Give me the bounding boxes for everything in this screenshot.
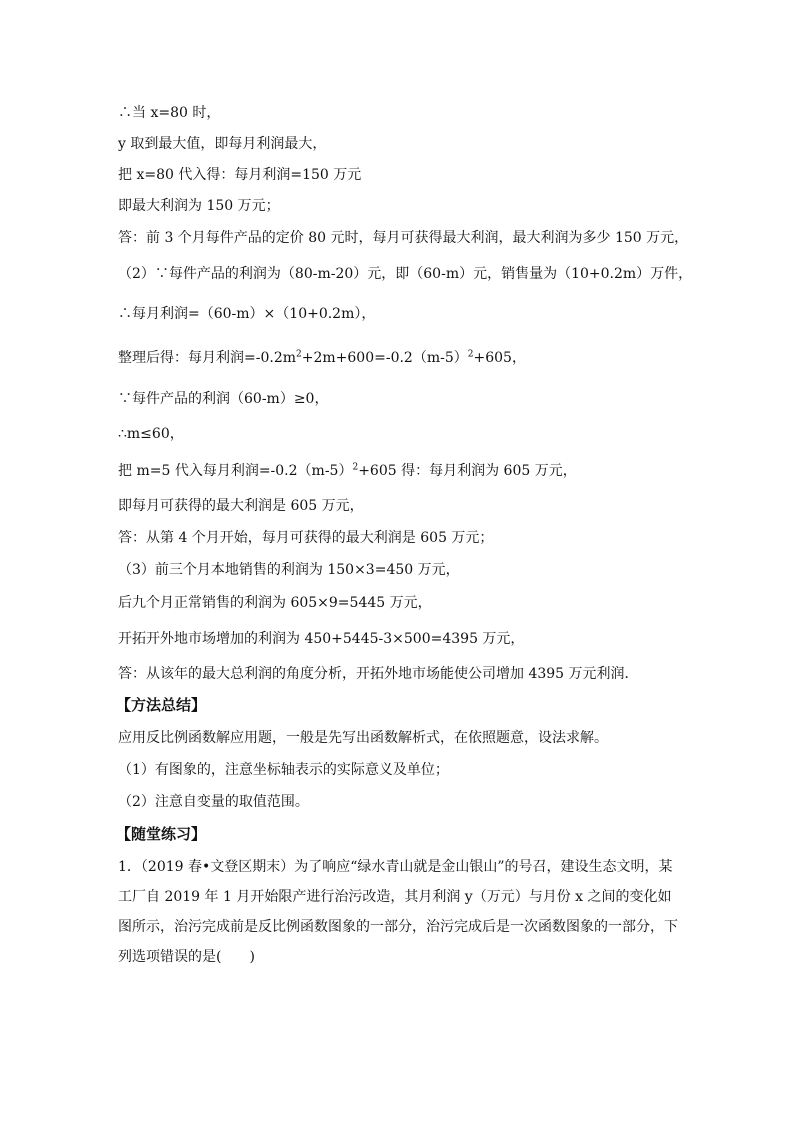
answer-line-1: 答：前 3 个月每件产品的定价 80 元时，每月可获得最大利润，最大利润为多少 150 万元， — [118, 230, 689, 246]
part-2-substitution — [118, 462, 577, 480]
solution-line-1: ∴当 x=80 时， — [118, 105, 221, 121]
eq2-part-a: 把 m=5 代入每月利润=-0.2（m-5） — [118, 463, 353, 479]
part-2-line-2: ∴每月利润=（60-m）×（10+0.2m）， — [118, 306, 376, 322]
part-2-line-5: ∴m≤60， — [118, 426, 184, 442]
eq-exponent-a: 2 — [296, 349, 302, 360]
eq2-exponent: 2 — [352, 462, 359, 473]
practice-question-1: 1．（2019 春•文登区期末）为了响应“绿水青山就是金山银山”的号召，建设生态文明，某工厂自 2019 年 1 月开始限产进行治污改造，其月利润 y（万元）与月份 x 之间的变化如图所示，治污完成前是反比例函数图象的一部分，治污完成后是一次函数图象的一部分，下列选项错误的是( ) — [118, 859, 678, 965]
part-2-equation — [118, 349, 526, 367]
part-2-line-4: ∵每件产品的利润（60-m）≥0， — [118, 391, 329, 407]
method-summary-heading: 【方法总结】 — [116, 696, 207, 714]
method-item-2: （1）有图象的，注意坐标轴表示的实际意义及单位； — [118, 762, 449, 778]
eq-part-a: 整理后得：每月利润=-0.2m — [118, 350, 297, 366]
part-2-line-7: 即每月可获得的最大利润是 605 万元， — [118, 498, 364, 514]
eq-part-c: +605， — [473, 350, 526, 366]
eq-part-b: +2m+600=-0.2（m-5） — [301, 350, 468, 366]
solution-line-3: 把 x=80 代入得：每月利润=150 万元 — [118, 167, 362, 183]
eq2-part-b: +605 得：每月利润为 605 万元， — [358, 463, 577, 479]
answer-line-3: 答：从该年的最大总利润的角度分析，开拓外地市场能使公司增加 4395 万元利润． — [118, 666, 639, 682]
solution-line-2: y 取到最大值，即每月利润最大， — [118, 136, 327, 152]
part-3-line-2: 后九个月正常销售的利润为 605×9=5445 万元， — [118, 595, 432, 611]
part-3-line-1: （3）前三个月本地销售的利润为 150×3=450 万元， — [118, 562, 460, 578]
method-item-1: 应用反比例函数解应用题，一般是先写出函数解析式，在依照题意，设法求解。 — [118, 730, 608, 746]
part-2-line-1: （2）∵每件产品的利润为（80-m-20）元，即（60-m）元，销售量为（10+0.2m）万件， — [118, 266, 693, 282]
eq-exponent-b: 2 — [467, 349, 474, 360]
practice-heading: 【随堂练习】 — [116, 825, 207, 843]
solution-line-4: 即最大利润为 150 万元； — [118, 198, 280, 214]
answer-line-2: 答：从第 4 个月开始，每月可获得的最大利润是 605 万元； — [118, 530, 494, 546]
part-3-line-3: 开拓开外地市场增加的利润为 450+5445-3×500=4395 万元， — [118, 631, 525, 647]
method-item-3: （2）注意自变量的取值范围。 — [118, 794, 309, 810]
